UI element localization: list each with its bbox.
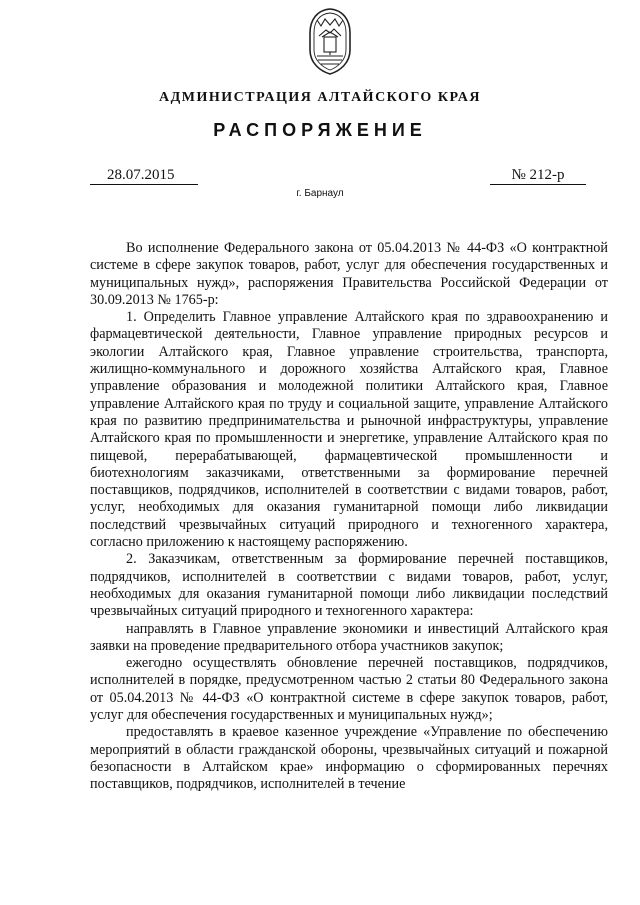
coat-of-arms-icon [300, 6, 360, 76]
document-number: № 212-р [490, 166, 586, 185]
paragraph-item-1: 1. Определить Главное управление Алтайского края по здравоохранению и фармацевтической деятельности, Главное управление природных ресурсов и экологии Алтайского края, Главное управление строительства, транспорта, жилищно-коммунального и дорожного хозяйства Алтайского края, Главное управление образования и молодежной политики Алтайского края, Главное управление Алтайского края по труду и социальной защите, управление Алтайского края по развитию предпринимательства и рыночной инфраструктуры, управление Алтайского края по промышленности и энергетике, управление Алтайского края по пищевой, перерабатывающей, фармацевтической промышленности и биотехнологиям заказчиками, ответственными за формирование перечней поставщиков, подрядчиков, исполнителей в соответствии с видами товаров, работ, услуг, необходимых для оказания гуманитарной помощи либо ликвидации последствий чрезвычайных ситуаций природного и техногенного характера, согласно приложению к настоящему распоряжению. [90, 309, 608, 551]
document-date-line [90, 166, 198, 185]
paragraph-item-2: 2. Заказчикам, ответственным за формирование перечней поставщиков, подрядчиков, исполнителей в соответствии с видами товаров, работ, услуг, необходимых для оказания гуманитарной помощи либо ликвидации последствий чрезвычайных ситуаций природного и техногенного характера: [90, 551, 608, 620]
paragraph-subitem: предоставлять в краевое казенное учреждение «Управление по обеспечению мероприятий в области гражданской обороны, чрезвычайных ситуаций и пожарной безопасности в Алтайском крае» информацию о сформированных перечнях поставщиков, подрядчиков, исполнителей в течение [90, 724, 608, 793]
organization-name: АДМИНИСТРАЦИЯ АЛТАЙСКОГО КРАЯ [159, 90, 481, 105]
paragraph-subitem: ежегодно осуществлять обновление перечней поставщиков, подрядчиков, исполнителей в порядке, предусмотренном частью 2 статьи 80 Федерального закона от 05.04.2013 № 44-ФЗ «О контрактной системе в сфере закупок товаров, работ, услуг для обеспечения государственных и муниципальных нужд»; [90, 655, 608, 724]
document-body [90, 240, 608, 794]
paragraph-subitem: направлять в Главное управление экономики и инвестиций Алтайского края заявки на проведение предварительного отбора участников закупок; [90, 620, 608, 654]
document-date: 28.07.2015 [107, 167, 175, 183]
document-city: г. Барнаул [296, 188, 344, 199]
document-type-title: РАСПОРЯЖЕНИЕ [213, 120, 427, 140]
paragraph-preamble: Во исполнение Федерального закона от 05.04.2013 № 44-ФЗ «О контрактной системе в сфере закупок товаров, работ, услуг для обеспечения государственных и муниципальных нужд», распоряжения Правительства Российской Федерации от 30.09.2013 № 1765-р: [90, 240, 608, 308]
